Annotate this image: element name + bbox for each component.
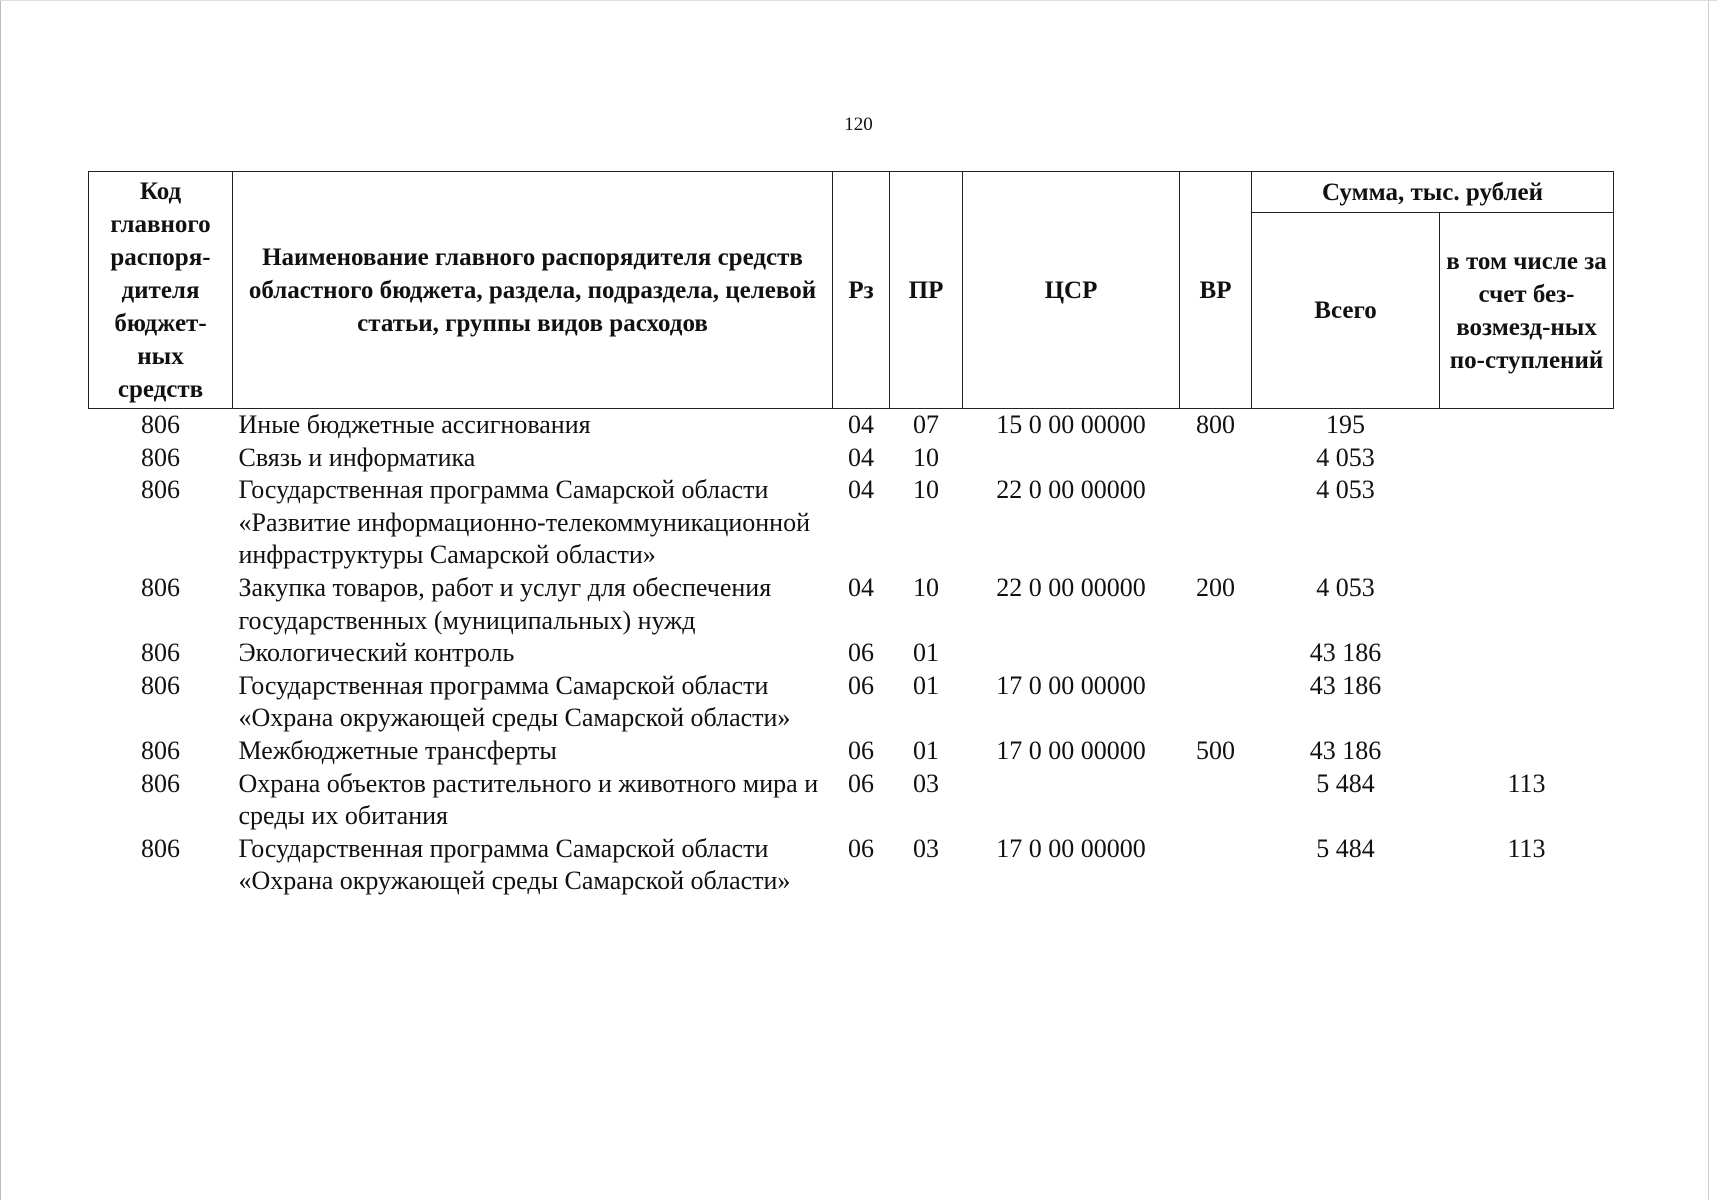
cell-total: 43 186 <box>1309 670 1382 700</box>
table-row <box>89 768 1614 833</box>
table-row <box>89 670 1614 735</box>
cell-rz: 06 <box>848 833 874 863</box>
cell-csr: 22 0 00 00000 <box>996 572 1146 602</box>
cell-incl <box>1440 670 1614 735</box>
table-row <box>89 833 1614 898</box>
cell-incl <box>1440 474 1614 572</box>
table-row <box>89 572 1614 637</box>
cell-pr: 03 <box>913 768 939 798</box>
cell-code: 806 <box>141 670 180 700</box>
cell-pr: 01 <box>913 670 939 700</box>
cell-name: Экологический контроль <box>238 638 515 668</box>
cell-vr: 800 <box>1196 410 1235 439</box>
cell-code: 806 <box>141 638 180 668</box>
cell-pr: 10 <box>913 442 939 472</box>
cell-code: 806 <box>141 768 180 798</box>
cell-code: 806 <box>141 735 180 765</box>
cell-total: 195 <box>1326 410 1365 439</box>
cell-rz: 06 <box>848 735 874 765</box>
cell-total: 5 484 <box>1316 833 1375 863</box>
cell-pr: 10 <box>913 572 939 602</box>
cell-vr: 200 <box>1196 572 1235 602</box>
cell-incl: 113 <box>1507 768 1546 798</box>
cell-code: 806 <box>141 833 180 863</box>
cell-vr <box>1180 637 1252 670</box>
cell-csr: 15 0 00 00000 <box>996 410 1146 439</box>
cell-pr: 01 <box>913 638 939 668</box>
header-vr: ВР <box>1180 172 1252 409</box>
cell-rz: 06 <box>848 768 874 798</box>
cell-vr <box>1180 442 1252 475</box>
cell-total: 4 053 <box>1316 475 1375 505</box>
cell-name: Связь и информатика <box>238 442 476 472</box>
cell-incl <box>1440 637 1614 670</box>
cell-vr <box>1180 474 1252 572</box>
cell-name: Государственная программа Самарской области «Охрана окружающей среды Самарской области» <box>238 833 791 896</box>
cell-vr: 500 <box>1196 735 1235 765</box>
header-csr: ЦСР <box>963 172 1180 409</box>
cell-rz: 04 <box>848 410 874 439</box>
cell-name: Межбюджетные трансферты <box>238 735 557 765</box>
table-body <box>89 409 1614 898</box>
cell-code: 806 <box>141 475 180 505</box>
cell-csr: 22 0 00 00000 <box>996 475 1146 505</box>
cell-incl <box>1440 572 1614 637</box>
cell-incl: 113 <box>1507 833 1546 863</box>
cell-incl <box>1440 735 1614 768</box>
cell-total: 43 186 <box>1309 638 1382 668</box>
cell-code: 806 <box>141 410 180 439</box>
cell-vr <box>1180 670 1252 735</box>
header-incl: в том числе за счет без-возмезд-ных по-ступлений <box>1440 213 1614 409</box>
cell-name: Иные бюджетные ассигнования <box>238 410 591 439</box>
cell-rz: 04 <box>848 475 874 505</box>
cell-code: 806 <box>141 442 180 472</box>
cell-total: 43 186 <box>1309 735 1382 765</box>
table-row <box>89 409 1614 442</box>
table-row <box>89 735 1614 768</box>
header-name: Наименование главного распорядителя средств областного бюджета, раздела, подраздела, целевой статьи, группы видов расходов <box>233 172 833 409</box>
cell-pr: 10 <box>913 475 939 505</box>
cell-incl <box>1440 409 1614 442</box>
cell-incl <box>1440 442 1614 475</box>
cell-name: Охрана объектов растительного и животного мира и среды их обитания <box>238 768 819 831</box>
cell-pr: 07 <box>913 410 939 439</box>
page-left-edge <box>0 0 1 1200</box>
cell-name: Государственная программа Самарской области «Развитие информационно-телекоммуникационной инфраструктуры Самарской области» <box>238 475 811 570</box>
cell-pr: 03 <box>913 833 939 863</box>
cell-pr: 01 <box>913 735 939 765</box>
cell-rz: 06 <box>848 638 874 668</box>
cell-csr <box>963 768 1180 833</box>
cell-rz: 04 <box>848 572 874 602</box>
header-code: Код главного распоря-дителя бюджет-ных средств <box>89 172 233 409</box>
cell-csr: 17 0 00 00000 <box>996 735 1146 765</box>
cell-rz: 06 <box>848 670 874 700</box>
cell-name: Закупка товаров, работ и услуг для обеспечения государственных (муниципальных) нужд <box>238 572 772 635</box>
cell-csr <box>963 442 1180 475</box>
cell-total: 5 484 <box>1316 768 1375 798</box>
table-row <box>89 637 1614 670</box>
header-total: Всего <box>1252 213 1440 409</box>
cell-csr <box>963 637 1180 670</box>
table-row <box>89 474 1614 572</box>
budget-table <box>88 171 1614 898</box>
page-right-edge <box>1708 0 1709 1200</box>
cell-code: 806 <box>141 572 180 602</box>
header-pr: ПР <box>890 172 963 409</box>
cell-rz: 04 <box>848 442 874 472</box>
cell-vr <box>1180 833 1252 898</box>
header-sum: Сумма, тыс. рублей <box>1252 172 1614 213</box>
cell-name: Государственная программа Самарской области «Охрана окружающей среды Самарской области» <box>238 670 791 733</box>
table-row <box>89 442 1614 475</box>
cell-csr: 17 0 00 00000 <box>996 833 1146 863</box>
table-header <box>89 172 1614 409</box>
cell-total: 4 053 <box>1316 442 1375 472</box>
cell-total: 4 053 <box>1316 572 1375 602</box>
cell-vr <box>1180 768 1252 833</box>
page-top-edge <box>0 0 1717 1</box>
cell-csr: 17 0 00 00000 <box>996 670 1146 700</box>
page-number: 120 <box>844 114 873 135</box>
header-rz: Рз <box>833 172 890 409</box>
